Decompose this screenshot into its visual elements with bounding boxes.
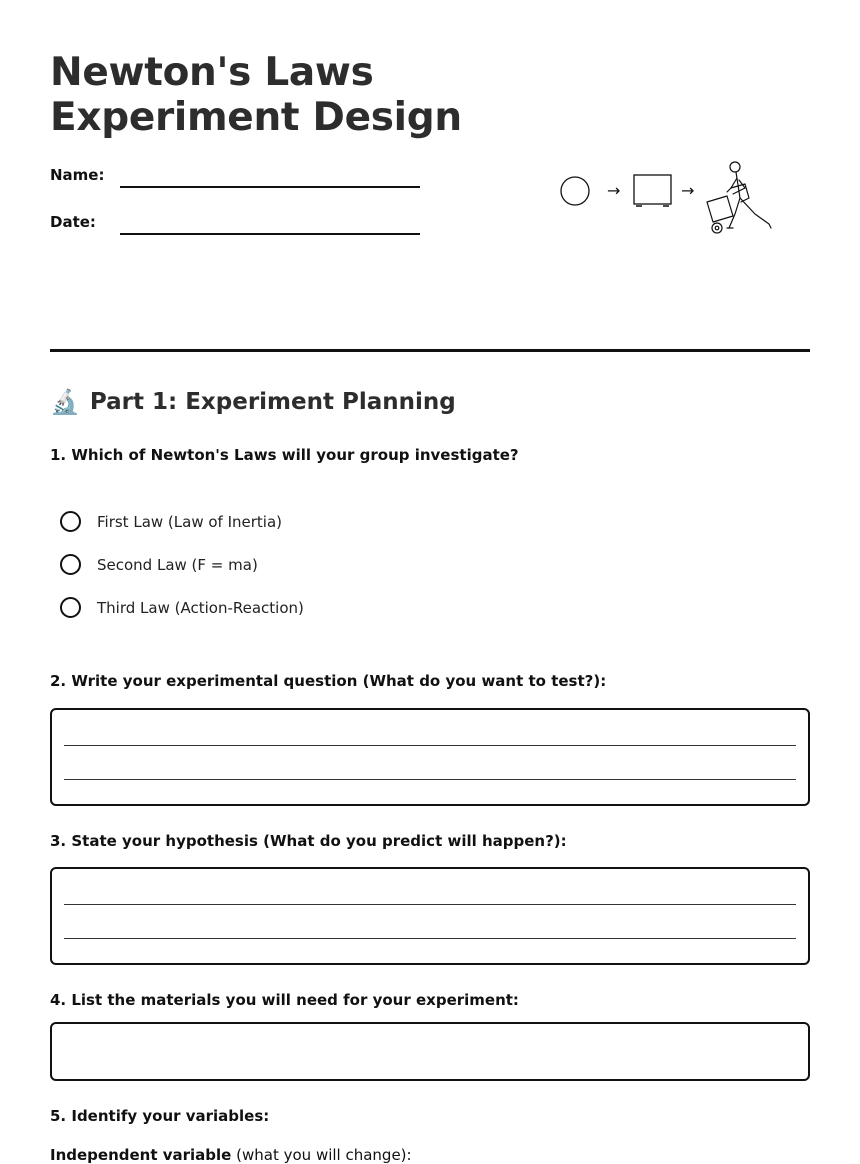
answer-line — [64, 745, 796, 746]
question-1: 1. Which of Newton's Laws will your group investigate? — [50, 446, 519, 464]
name-label: Name: — [50, 166, 105, 184]
radio-label: First Law (Law of Inertia) — [97, 512, 283, 531]
title-line-2: Experiment Design — [50, 95, 462, 140]
question-3: 3. State your hypothesis (What do you predict will happen?): — [50, 832, 567, 850]
microscope-icon: 🔬 — [50, 388, 80, 416]
independent-variable-label: Independent variable — [50, 1146, 232, 1164]
radio-option-third-law[interactable] — [60, 597, 304, 618]
independent-variable-hint: (what you will change): — [236, 1146, 412, 1164]
radio-label: Third Law (Action-Reaction) — [97, 598, 304, 617]
radio-button[interactable] — [60, 554, 81, 575]
question-2-answer-box[interactable] — [50, 708, 810, 806]
radio-button[interactable] — [60, 511, 81, 532]
answer-line — [64, 779, 796, 780]
radio-option-second-law[interactable] — [60, 554, 258, 575]
part-1-title: Part 1: Experiment Planning — [89, 389, 456, 415]
arrow-icon: → — [681, 181, 695, 200]
person-pushing-cart-icon — [707, 162, 771, 233]
name-field[interactable] — [120, 186, 420, 188]
radio-option-first-law[interactable] — [60, 511, 282, 532]
box-icon — [634, 175, 671, 206]
radio-label: Second Law (F = ma) — [97, 555, 258, 574]
title-line-1: Newton's Laws — [50, 50, 374, 95]
newtons-laws-illustration — [555, 158, 780, 238]
date-label: Date: — [50, 213, 96, 231]
question-4-answer-box[interactable] — [50, 1022, 810, 1081]
question-4: 4. List the materials you will need for your experiment: — [50, 991, 519, 1009]
question-3-answer-box[interactable] — [50, 867, 810, 965]
date-field[interactable] — [120, 233, 420, 235]
answer-line — [64, 904, 796, 905]
question-2: 2. Write your experimental question (What do you want to test?): — [50, 672, 607, 690]
radio-button[interactable] — [60, 597, 81, 618]
page-title — [50, 50, 462, 140]
section-divider — [50, 349, 810, 352]
part-1-heading — [50, 388, 456, 416]
independent-variable-prompt — [50, 1146, 412, 1164]
question-5: 5. Identify your variables: — [50, 1107, 270, 1125]
arrow-icon: → — [607, 181, 621, 200]
answer-line — [64, 938, 796, 939]
ball-icon — [561, 177, 589, 205]
